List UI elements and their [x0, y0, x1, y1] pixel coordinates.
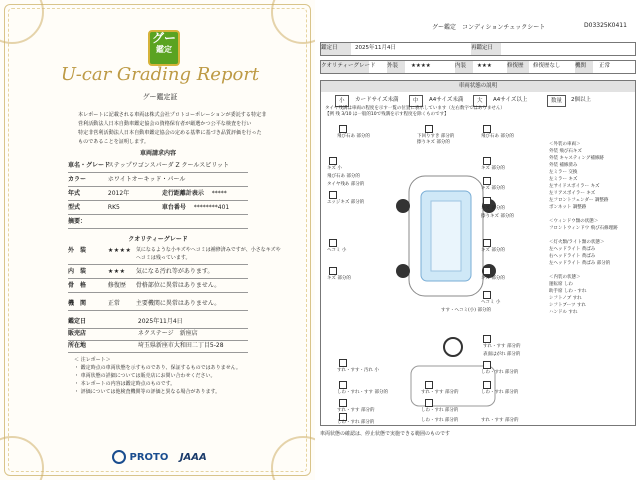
grade-row [320, 60, 636, 74]
address-value: 埼玉県新座市大和田二丁目5-28 [137, 342, 224, 349]
legend-line: 外装 キャスティング補修跡 [549, 156, 604, 161]
report-notes [74, 356, 254, 396]
size-mid-key: 中 [409, 95, 423, 107]
damage-label: しわ・すれ・すす 部分的 [337, 390, 388, 395]
damage-label: 飛び石あ 部分的 [337, 134, 370, 139]
notes-line: ・ 車両状態の詳細については販売店にお問い合わせください。 [74, 373, 216, 379]
notes-line: ・ 鑑定時点の車両状態を示すものであり、保証するものではありません。 [74, 365, 241, 371]
inspection-date-value: 2025年11月4日 [137, 318, 183, 325]
badge-bottom-text: 鑑定 [156, 45, 172, 54]
date-key: 鑑定日 [321, 43, 351, 55]
intro-line: 特定非営利活動法人日本自動車鑑定協会の定める基準に基づき品質評価を行った [78, 129, 262, 136]
grade-interior-stars: ★★★ [477, 63, 492, 69]
grade-repair-key: 修復歴 [507, 61, 529, 73]
legend-line [549, 267, 618, 274]
quality-frame-key: 骨 格 [68, 282, 87, 289]
legend-line: 左リアスポイラー キズ [549, 191, 596, 196]
damage-label: すれ・すす・汚れ 小 [337, 368, 379, 373]
damage-label: すす・ヘコミ(小) 部分的 [441, 308, 491, 313]
grade-mech-key: 機関 [575, 61, 593, 73]
legend-line: フロントウィンドウ 飛び石修理跡 [549, 226, 618, 231]
grade-key: クオリティーグレード [321, 61, 369, 73]
count-value: 2個以上 [571, 97, 591, 103]
quality-mechanical-note: 主要機関に異常はありません。 [135, 300, 221, 307]
address-row [68, 340, 248, 353]
certificate-label: グー鑑定証 [142, 93, 178, 101]
quality-mechanical-row [68, 298, 248, 311]
vehicle-remarks-key: 摘要： [68, 218, 87, 225]
damage-label: キズ 部分的 [481, 166, 505, 171]
damage-label: タイヤ残あ 部分的 [327, 182, 365, 187]
damage-label: すれ・すす 部分的 [421, 390, 459, 395]
proto-logo-icon [112, 450, 126, 464]
vehicle-year-row [68, 188, 248, 201]
legend-line: 左ヘッドライト 黄ばみ [549, 247, 596, 252]
intro-line: 本レポートに記載される車両は株式会社プロトコーポレーションが委託する特定非 [78, 111, 267, 118]
damage-label: ヘコミ 小 [327, 248, 347, 253]
damage-label: 表面はがれ 部分的 [483, 352, 521, 357]
damage-label: キズ 部分的 [481, 186, 505, 191]
proto-logo-text: PROTO [129, 452, 169, 463]
quality-interior-row [68, 266, 248, 279]
legend-line: 外装 補修済み [549, 163, 578, 168]
damage-label: すれ・すす 部分的 [481, 418, 519, 423]
vehicle-mileage-key: 走行距離計表示 [161, 190, 204, 197]
grade-exterior-stars: ★★★★ [411, 63, 431, 69]
intro-line: 営利活動法人日本自動車鑑定協会の資格保有者が厳選かつ公平な検査を行い [78, 120, 252, 127]
legend-line [549, 232, 618, 239]
legend-line: 助手席 しわ・すれ [549, 289, 587, 294]
quality-interior-key: 内 装 [68, 268, 87, 275]
size-small-desc: カードサイズ未満 [355, 97, 399, 103]
vehicle-model-value: RK5 [107, 204, 120, 211]
damage-label: キズ 部分的 [481, 206, 505, 211]
legend-line: ＜ウィンドウ類の状態＞ [549, 219, 599, 224]
date-row [320, 42, 636, 56]
vehicle-model-key: 型式 [68, 204, 81, 211]
size-small-key: 小 [335, 95, 349, 107]
damage-label: キズ 部分的 [481, 248, 505, 253]
vehicle-mileage-value: ***** [211, 190, 227, 197]
badge-top-text: グー [151, 31, 176, 45]
vehicle-name-row [68, 160, 248, 173]
grade-repair-value: 修復歴なし [533, 63, 561, 69]
quality-frame-value: 修復歴 [107, 282, 126, 289]
damage-label: 飛び石あ 部分的 [327, 174, 360, 179]
quality-exterior-key: 外 装 [68, 247, 87, 254]
damage-label: しわ・すれ 部分的 [421, 418, 459, 423]
state-heading: 車両状態の説明 [321, 81, 635, 92]
damage-label: すれ・すす 部分的 [337, 408, 375, 413]
damage-label: 擦りキズ 部分的 [481, 214, 514, 219]
dealer-key: 販売店 [68, 330, 87, 337]
notes-line: ・ 評価については他検査機関等の評価と異なる場合があります。 [74, 389, 221, 395]
tire-note-2: 【例 残 3/10 は一般的10で残溝を示す程度を除くものです】 [325, 112, 449, 117]
legend-line: 左ヘッドライト 黄ばみ 部分的 [549, 261, 611, 266]
damage-label: しわ・すれ 部分的 [481, 390, 519, 395]
reinspection-key: 再鑑定日 [471, 43, 501, 55]
legend-line [549, 211, 618, 218]
damage-label: キズ 小 [327, 166, 342, 171]
dealer-value: ネクステージ 新座店 [137, 330, 198, 337]
vehicle-state-panel [320, 80, 636, 426]
report-title: U-car Grading Report [60, 64, 260, 85]
damage-label: すれ・すす 部分的 [483, 344, 521, 349]
legend-line: ＜外装の車両＞ [549, 142, 581, 147]
damage-label: ヘコミ 小 [481, 300, 501, 305]
quality-heading: クオリティーグレード [128, 236, 188, 243]
condition-legend [549, 141, 618, 316]
size-mid-desc: A4サイズ未満 [429, 97, 464, 103]
legend-line: 右ヘッドライト 黄ばみ [549, 254, 596, 259]
count-key: 数量 [547, 95, 566, 107]
size-large-key: 大 [473, 95, 487, 107]
quality-interior-stars: ★★★ [107, 268, 126, 275]
vehicle-chassis-value: ********401 [193, 204, 230, 211]
legend-line: ハンドル すれ [549, 310, 578, 315]
legend-line: ボンネット 調整跡 [549, 205, 587, 210]
vehicle-chassis-key: 車台番号 [161, 204, 186, 211]
intro-text [78, 110, 267, 146]
vehicle-year-value: 2012年 [107, 190, 130, 197]
jaaa-logo-text: JAAA [179, 452, 207, 463]
damage-label: 下回りすき 部分的 [417, 134, 455, 139]
quality-mechanical-value: 正常 [107, 300, 120, 307]
vehicle-color-value: ホワイトオーキッド・パール [107, 176, 186, 183]
notes-line: ・ 本レポートの内容は鑑定時点のものです。 [74, 381, 176, 387]
condition-check-sheet [320, 20, 634, 480]
quality-mechanical-key: 機 関 [68, 300, 87, 307]
grading-report-certificate [0, 0, 315, 480]
vehicle-name-key: 車名・グレード [68, 162, 111, 169]
legend-line: シフトブーツ すれ [549, 303, 586, 308]
damage-label: エッジキズ 部分的 [327, 200, 365, 205]
address-key: 所在地 [68, 342, 87, 349]
legend-line: 運転席 しわ [549, 282, 573, 287]
quality-exterior-stars: ★★★★ [107, 247, 132, 254]
vehicle-remarks-row [68, 216, 248, 229]
damage-label: 擦りキズ 部分的 [417, 140, 450, 145]
legend-line: 外装 飛び石キズ [549, 149, 582, 154]
legend-line: シフトノブ すれ [549, 296, 582, 301]
grade-exterior-key: 外装 [387, 61, 405, 73]
damage-label: 飛び石あ 部分的 [481, 134, 514, 139]
notes-heading: ＜ 注レポート＞ [74, 357, 111, 363]
logo-strip [112, 450, 207, 464]
vehicle-year-key: 年式 [68, 190, 81, 197]
quality-frame-row [68, 280, 248, 293]
quality-interior-note: 気になる汚れ等があります。 [135, 268, 214, 275]
sheet-id: D03325K0411 [584, 22, 627, 29]
damage-label: キズ 部分的 [481, 276, 505, 281]
damage-label: キズ 部分的 [327, 276, 351, 281]
vehicle-name-value: ステップワゴンスパーダ Z クールスピリット [107, 162, 230, 169]
legend-line: ＜内装の状態＞ [549, 275, 581, 280]
quality-exterior-note-2: ヘコミは残っています。 [135, 255, 191, 261]
vehicle-color-row [68, 174, 248, 187]
damage-label: しわ・すれ 部分的 [421, 408, 459, 413]
damage-label: しわ・すれ 部分的 [481, 370, 519, 375]
vehicle-heading: 車両請求内容 [139, 150, 176, 157]
intro-line: ものであることを証明します。 [78, 138, 150, 145]
legend-line: 左ミラー 交換 [549, 170, 578, 175]
vehicle-model-row [68, 202, 248, 215]
goo-kantei-badge-icon [148, 30, 180, 66]
date-value: 2025年11月4日 [355, 45, 396, 51]
sheet-title: グー鑑定 コンディションチェックシート [432, 24, 546, 31]
sheet-footer: 車両状態の確認は、停止状態で実施できる範囲のものです [320, 431, 451, 437]
legend-line: ＜灯火類/ライト類の状態＞ [549, 240, 605, 245]
legend-line: 左フロントフェンダー 調整跡 [549, 198, 609, 203]
tire-note-1: タイヤ残溝は車両の程度を示す一覧の位置に表示しています（左右数字ではありません） [325, 106, 505, 111]
inspection-date-key: 鑑定日 [68, 318, 87, 325]
size-large-desc: A4サイズ以上 [493, 97, 528, 103]
legend-line: 左サイドスポイラー キズ [549, 184, 600, 189]
grade-mech-value: 正常 [599, 63, 611, 69]
quality-frame-note: 骨格部位に異常はありません。 [135, 282, 221, 289]
vehicle-color-key: カラー [68, 176, 87, 183]
grade-interior-key: 内装 [455, 61, 473, 73]
legend-line: 左ミラー キズ [549, 177, 578, 182]
quality-exterior-note: 気になるような小キズやヘコミは補修済みですが、小さなキズや [135, 247, 281, 253]
quality-exterior-row [68, 246, 281, 265]
damage-label: しわ・すれ 部分的 [337, 420, 375, 425]
